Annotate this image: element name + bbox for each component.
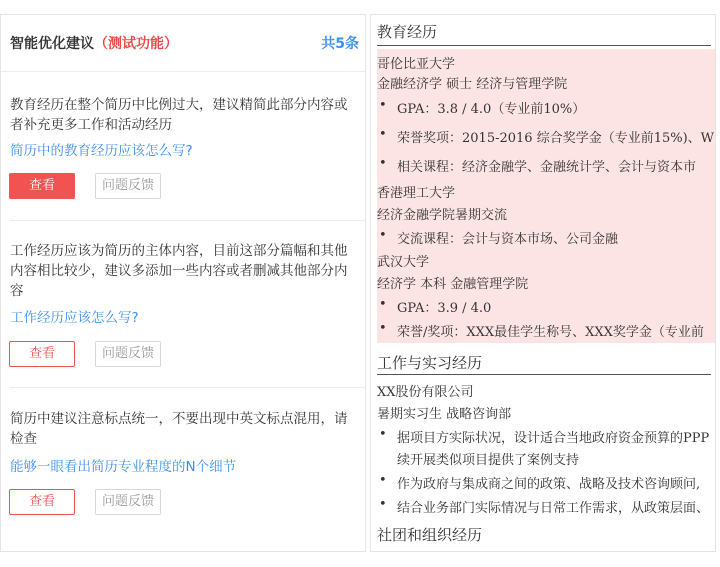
feedback-button[interactable]: 问题反馈 (95, 341, 161, 367)
card-divider (10, 220, 365, 221)
suggestion-help-link[interactable]: 工作经历应该怎么写? (10, 310, 139, 326)
feedback-button[interactable]: 问题反馈 (95, 489, 161, 515)
suggestion-help-link[interactable]: 简历中的教育经历应该怎么写? (10, 143, 193, 159)
view-button[interactable]: 查看 (9, 489, 75, 515)
view-button[interactable]: 查看 (9, 341, 75, 367)
suggestion-count: 共5条 (321, 36, 359, 52)
view-button[interactable]: 查看 (9, 173, 75, 199)
suggestion-text: 简历中建议注意标点统一，不要出现中英文标点混用，请检查 (10, 411, 348, 447)
degree-line: 经济学 本科 金融管理学院 (377, 277, 529, 292)
card-divider (10, 387, 365, 388)
education-heading: 教育经历 (377, 23, 438, 41)
suggestion-text: 教育经历在整个简历中比例过大，建议精简此部分内容或者补充更多工作和活动经历 (10, 97, 348, 133)
beta-tag: （测试功能） (94, 36, 178, 52)
school-name: 哥伦比亚大学 (377, 57, 456, 72)
resume-preview: 教育经历 哥伦比亚大学 金融经济学 硕士 经济与管理学院 • GPA：3.8 / 4.0（专业前10%） • 荣誉奖项：2015-2016 综合奖学金（专业前15%)、W • 相关课程：经济金融学、金融统计学、会计与资本市 香港理工大学 经济金融学院暑期交流 • 交流课程：会计与资本市场、公司金融 武汉大学 经济学 本科 金融管理学院 • GPA：3.9 / 4.0 • 荣誉/奖项：XXX最佳学生称号、XXX奖学金（专业前 工作与实习经历 XX股份有限公司 暑期实习生 战略咨询部 • 据项目方实际状况，设计适合当地政府资金预算的PPP 续开展类似项目提供了案例支持 • 作为政府与集成商之间的政策、战略及技术咨询顾问, • 结合业务部门实际情况与日常工作需求，从政策层面、 社团和组织经历 (370, 14, 716, 552)
section-divider (377, 45, 711, 46)
degree-line: 经济金融学院暑期交流 (377, 208, 508, 223)
suggestion-help-link[interactable]: 能够一眼看出简历专业程度的N个细节 (10, 459, 237, 475)
suggestion-text: 工作经历应该为简历的主体内容，目前这部分篇幅和其他内容相比较少，建议多添加一些内容或者删减其他部分内容 (10, 243, 348, 299)
suggestion-card (1, 241, 365, 391)
clubs-heading: 社团和组织经历 (377, 526, 483, 544)
degree-line: 金融经济学 硕士 经济与管理学院 (377, 77, 568, 92)
bullet-continuation: 续开展类似项目提供了案例支持 (397, 453, 580, 468)
position-line: 暑期实习生 战略咨询部 (377, 407, 512, 422)
suggestions-header (1, 15, 365, 72)
work-heading: 工作与实习经历 (377, 354, 483, 372)
school-name: 香港理工大学 (377, 186, 456, 201)
panel-title: 智能优化建议（测试功能） (10, 36, 178, 52)
suggestions-panel (0, 14, 366, 552)
company-name: XX股份有限公司 (377, 385, 474, 400)
feedback-button[interactable]: 问题反馈 (95, 173, 161, 199)
section-divider (377, 374, 711, 375)
suggestion-card (1, 87, 365, 237)
school-name: 武汉大学 (377, 255, 430, 270)
suggestion-card (1, 409, 365, 539)
